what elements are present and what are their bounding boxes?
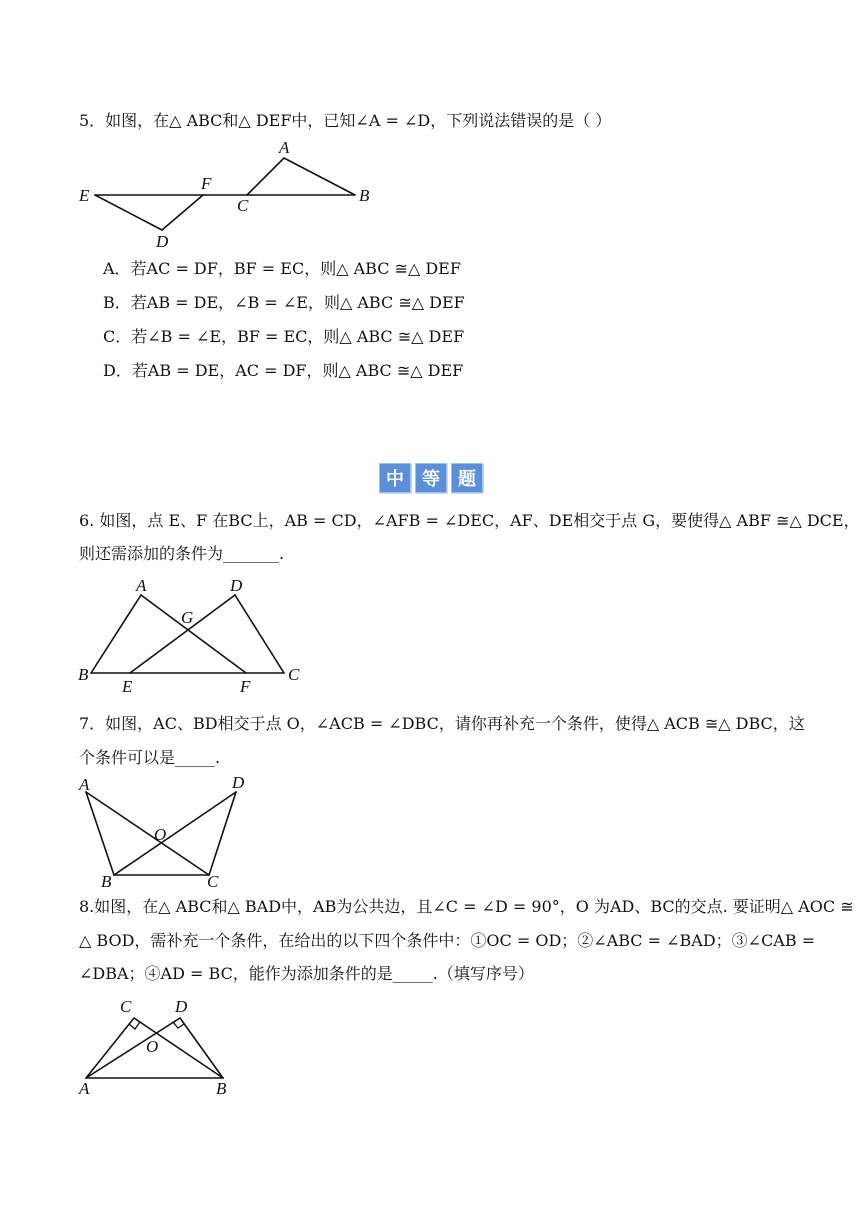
q5-figure bbox=[70, 135, 390, 255]
q7-label-o: O bbox=[154, 825, 167, 844]
q6-label-b: B bbox=[78, 665, 89, 684]
q6-label-f: F bbox=[240, 677, 251, 696]
q8-label-d: D bbox=[175, 997, 188, 1016]
q6-segment-de bbox=[130, 595, 235, 673]
q5-label-b: B bbox=[359, 186, 370, 205]
q6-figure bbox=[70, 570, 310, 695]
section-header-medium bbox=[379, 463, 483, 493]
q7-segment-ab bbox=[86, 792, 114, 875]
q8-label-a: A bbox=[79, 1079, 90, 1098]
q6-label-g: G bbox=[181, 608, 194, 627]
q6-label-e: E bbox=[122, 677, 133, 696]
q5-label-a: A bbox=[279, 138, 290, 157]
q5-label-f: F bbox=[201, 174, 212, 193]
q7-line-2: 个条件可以是_____. bbox=[79, 748, 221, 767]
q5-option-c: C．若∠B = ∠E，BF = EC，则△ ABC ≅△ DEF bbox=[103, 327, 465, 346]
q5-segment-ab bbox=[284, 158, 355, 195]
q7-segment-dc bbox=[209, 792, 236, 875]
q8-label-c: C bbox=[120, 997, 132, 1016]
q6-segment-ba bbox=[91, 595, 141, 673]
q7-line-1: 7．如图，AC、BD相交于点 O，∠ACB = ∠DBC，请你再补充一个条件，使得△ ACB ≅△ DBC，这 bbox=[79, 714, 805, 733]
q5-label-e: E bbox=[79, 186, 90, 205]
q8-right-angle-d bbox=[173, 1022, 184, 1028]
q8-figure bbox=[70, 990, 260, 1102]
q8-line-3: ∠DBA；④AD = BC，能作为添加条件的是_____.（填写序号） bbox=[79, 964, 534, 983]
q7-figure bbox=[70, 770, 270, 890]
q5-label-c: C bbox=[237, 196, 249, 215]
q7-label-d: D bbox=[232, 773, 245, 792]
q7-segment-bd bbox=[114, 792, 236, 875]
section-char-1: 中 bbox=[379, 463, 411, 493]
q5-option-d: D．若AB = DE，AC = DF，则△ ABC ≅△ DEF bbox=[103, 361, 464, 380]
q8-label-b: B bbox=[216, 1079, 227, 1098]
q7-label-c: C bbox=[207, 872, 219, 891]
q6-line-1: 6. 如图，点 E、F 在BC上，AB = CD，∠AFB = ∠DEC，AF、DE相交于点 G，要使得△ ABF ≅△ DCE， bbox=[79, 511, 860, 530]
q5-segment-ca bbox=[247, 158, 284, 195]
section-char-2: 等 bbox=[415, 463, 447, 493]
q5-option-a: A．若AC = DF，BF = EC，则△ ABC ≅△ DEF bbox=[103, 259, 461, 278]
q7-label-b: B bbox=[101, 872, 112, 891]
q6-segment-dc bbox=[235, 595, 284, 673]
q6-line-2: 则还需添加的条件为_______. bbox=[79, 544, 285, 563]
q6-label-a: A bbox=[136, 576, 147, 595]
q6-segment-af bbox=[141, 595, 246, 673]
q6-label-d: D bbox=[230, 576, 243, 595]
q6-label-c: C bbox=[288, 665, 300, 684]
q7-segment-ac bbox=[86, 792, 209, 875]
q5-option-b: B．若AB = DE，∠B = ∠E，则△ ABC ≅△ DEF bbox=[103, 293, 465, 312]
q8-line-2: △ BOD，需补充一个条件，在给出的以下四个条件中：①OC = OD；②∠ABC = ∠BAD；③∠CAB = bbox=[79, 931, 816, 950]
q8-line-1: 8.如图，在△ ABC和△ BAD中，AB为公共边，且∠C = ∠D = 90°，O 为AD、BC的交点. 要证明△ AOC ≅ bbox=[79, 897, 854, 916]
q8-label-o: O bbox=[146, 1037, 159, 1056]
q5-stem: 5．如图，在△ ABC和△ DEF中，已知∠A = ∠D，下列说法错误的是（ ） bbox=[79, 111, 612, 130]
q5-label-d: D bbox=[156, 232, 169, 251]
section-char-3: 题 bbox=[451, 463, 483, 493]
q8-segment-db bbox=[180, 1018, 223, 1078]
q8-segment-ac bbox=[86, 1018, 134, 1078]
q5-segment-df bbox=[162, 195, 203, 230]
q5-segment-ed bbox=[95, 195, 162, 230]
q7-label-a: A bbox=[79, 775, 90, 794]
